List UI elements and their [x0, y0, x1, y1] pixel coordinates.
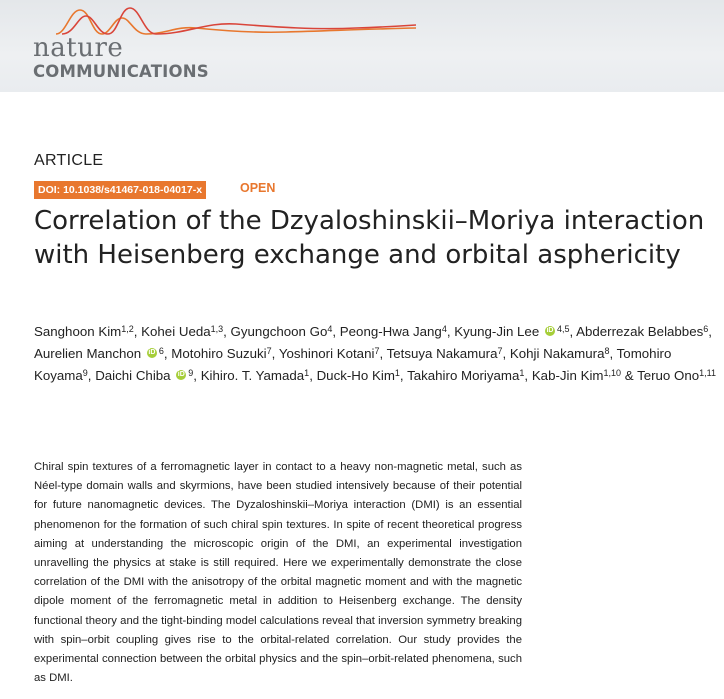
orcid-icon[interactable]: iD — [177, 371, 185, 379]
open-access-badge: OPEN — [240, 181, 276, 195]
author-affiliation-marker: 7 — [266, 346, 272, 356]
orcid-icon[interactable]: iD — [148, 349, 156, 357]
journal-name-communications: COMMUNICATIONS — [33, 62, 209, 81]
author-affiliation-marker: 1,10 — [603, 368, 622, 378]
author-name[interactable]: Kab-Jin Kim — [531, 368, 604, 383]
author-affiliation-marker: 7 — [374, 346, 380, 356]
author-affiliation-marker: 7 — [497, 346, 503, 356]
orcid-icon[interactable]: iD — [546, 327, 554, 335]
author-affiliation-marker: 9 — [82, 368, 88, 378]
author-name[interactable]: Teruo Ono — [637, 368, 700, 383]
author-affiliation-marker: 1,3 — [210, 324, 224, 334]
author-name[interactable]: Abderrezak Belabbes — [576, 324, 704, 339]
author-name[interactable]: Duck-Ho Kim — [316, 368, 395, 383]
doi-badge[interactable]: DOI: 10.1038/s41467-018-04017-x — [34, 181, 206, 199]
author-affiliation-marker: 1 — [394, 368, 400, 378]
author-affiliation-marker: 1,2 — [121, 324, 134, 334]
author-name[interactable]: Kihiro. T. Yamada — [200, 368, 305, 383]
author-name[interactable]: Sanghoon Kim — [34, 324, 122, 339]
author-affiliation-marker: 4 — [441, 324, 447, 334]
author-name[interactable]: Kohei Ueda — [141, 324, 211, 339]
author-name[interactable]: Tomohiro Koyama — [34, 346, 672, 383]
author-list: Sanghoon Kim$^{1,2}$, Kohei Ueda$^{1,3}$, Gyungchoon Go$^4$, Peong-Hwa Jang$^4$, Kyung-Jin Lee iD $^{4,5}$, Abderrezak Belabbes$^6$, Aurelien Manchon iD $^6$, Motohiro Suzuki$^7$, Yoshinori Kotani$^7$, Tetsuya Nakamura$^7$, Kohji Nakamura$^8$, Tomohiro Koyama$^9$, Daichi Chiba iD $^9$, Kihiro. T. Yamada$^1$, Duck-Ho Kim$^1$, Takahiro Moriyama$^1$, Kab-Jin Kim$^{1,10}$ & Teruo Ono$^{1,11}$ — [34, 324, 717, 383]
article-title: Correlation of the Dzyaloshinskii–Moriya interaction with Heisenberg exchange and orbital asphericity — [34, 206, 705, 270]
author-name[interactable]: Motohiro Suzuki — [171, 346, 267, 361]
article-type-label: ARTICLE — [34, 152, 104, 169]
author-name[interactable]: Yoshinori Kotani — [278, 346, 375, 361]
author-affiliation-marker: 1 — [519, 368, 525, 378]
abstract-text: Chiral spin textures of a ferromagnetic layer in contact to a heavy non-magnetic metal, such as Néel-type domain walls and skyrmions, have been studied intensively because of their potential for future nanomagnetic devices. The Dyzaloshinskii–Moriya interaction (DMI) is an essential phenomenon for the formation of such chiral spin textures. In spite of recent theoretical progress aiming at understanding the microscopic origin of the DMI, an experimental investigation unravelling the physics at stake is still required. Here we experimentally demonstrate the close correlation of the DMI with the anisotropy of the orbital magnetic moment and with the magnetic dipole moment of the ferromagnetic metal in addition to Heisenberg exchange. The density functional theory and the tight-binding model calculations reveal that inversion symmetry breaking with spin–orbit coupling gives rise to the orbital-related correlation. Our study provides the experimental connection between the orbital physics and the spin–orbit-related phenomena, such as DMI. — [34, 461, 522, 685]
author-affiliation-marker: 6 — [703, 324, 709, 334]
author-affiliation-marker: 9 — [188, 368, 194, 378]
author-name[interactable]: Daichi Chiba — [95, 368, 171, 383]
author-affiliation-marker: 8 — [604, 346, 610, 356]
author-name[interactable]: Aurelien Manchon — [34, 346, 142, 361]
author-affiliation-marker: 6 — [158, 346, 164, 356]
author-name[interactable]: Gyungchoon Go — [230, 324, 328, 339]
author-name[interactable]: Kohji Nakamura — [509, 346, 605, 361]
author-name[interactable]: Peong-Hwa Jang — [339, 324, 442, 339]
author-name[interactable]: Takahiro Moriyama — [407, 368, 520, 383]
author-name[interactable]: Kyung-Jin Lee — [454, 324, 540, 339]
author-affiliation-marker: 1,11 — [699, 368, 717, 378]
author-affiliation-marker: 4,5 — [556, 324, 570, 334]
author-name[interactable]: Tetsuya Nakamura — [386, 346, 498, 361]
author-affiliation-marker: 4 — [327, 324, 333, 334]
author-affiliation-marker: 1 — [304, 368, 310, 378]
journal-name-nature: nature — [33, 33, 124, 63]
journal-masthead — [0, 0, 724, 92]
